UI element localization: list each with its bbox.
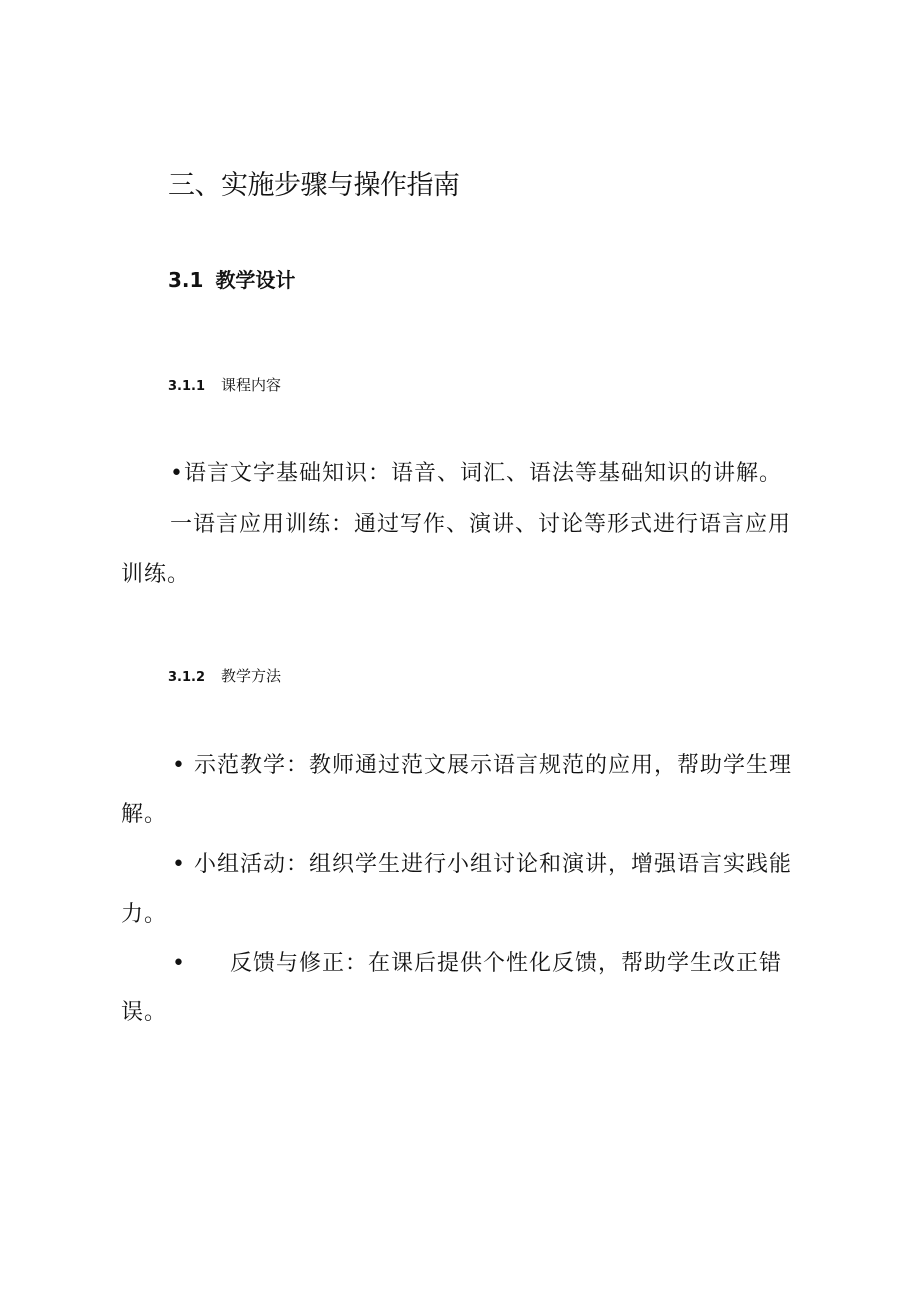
teaching-method-item-3-line-2: 误。 [121,1000,168,1025]
course-content-heading [168,374,281,398]
teaching-methods-heading [168,665,281,689]
teaching-method-item-2-line-2: 力。 [121,902,168,927]
teaching-method-item-2-line-1: • 小组活动：组织学生进行小组讨论和演讲，增强语言实践能 [172,852,792,877]
teaching-method-item-1-line-2: 解。 [121,802,168,827]
teaching-method-item-3-line-1: 反馈与修正：在课后提供个性化反馈，帮助学生改正错 [230,951,783,976]
section-heading: 三、实施步骤与操作指南 [168,170,460,201]
course-content-item-1: •语言文字基础知识：语音、词汇、语法等基础知识的讲解。 [170,461,782,486]
course-content-item-2-line-1: 一语言应用训练：通过写作、演讲、讨论等形式进行语言应用 [170,512,792,537]
subsection-number: 3.1 [168,268,204,292]
subsection-heading [168,264,295,296]
course-content-title: 课程内容 [221,376,282,394]
course-content-item-2-line-2: 训练。 [121,562,191,587]
subsection-title: 教学设计 [215,268,296,292]
teaching-methods-number: 3.1.2 [168,670,206,685]
course-content-number: 3.1.1 [168,379,206,394]
teaching-method-item-3-bullet: • [172,951,186,976]
teaching-methods-title: 教学方法 [221,667,282,685]
teaching-method-item-1-line-1: • 示范教学：教师通过范文展示语言规范的应用，帮助学生理 [172,753,792,778]
